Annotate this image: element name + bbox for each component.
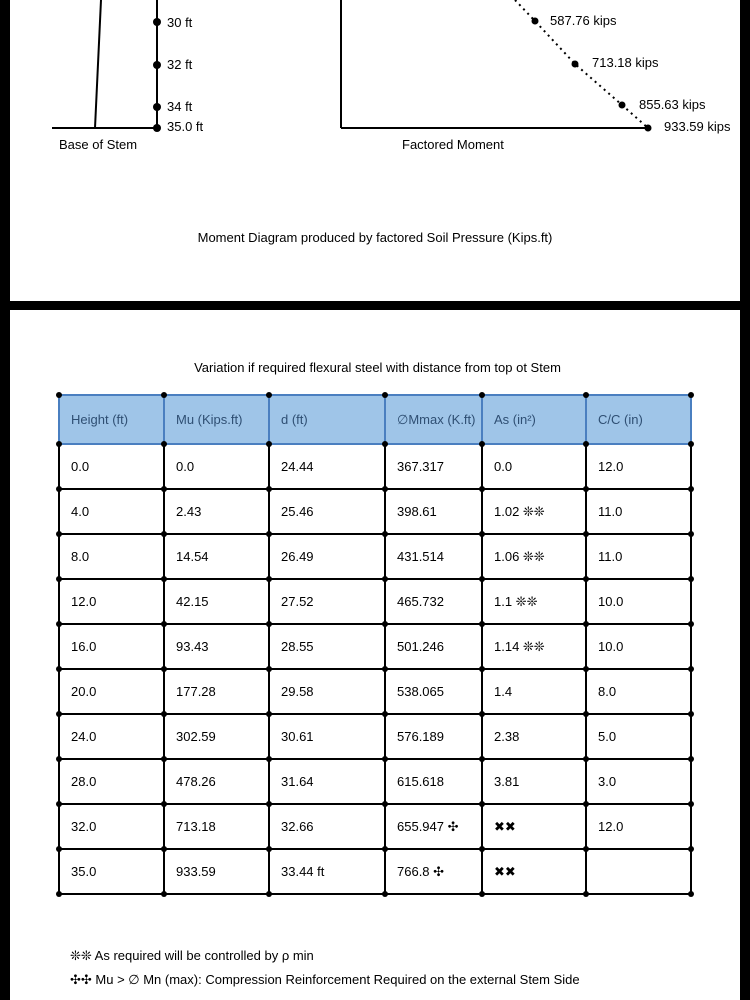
cell-mmax: 615.618 bbox=[385, 759, 482, 804]
grid-node bbox=[161, 531, 167, 537]
grid-node bbox=[266, 756, 272, 762]
cell-mu: 302.59 bbox=[164, 714, 269, 759]
table-row bbox=[59, 714, 691, 759]
grid-node bbox=[161, 801, 167, 807]
grid-node bbox=[479, 711, 485, 717]
grid-node bbox=[583, 441, 589, 447]
grid-node bbox=[688, 711, 694, 717]
grid-node bbox=[161, 576, 167, 582]
grid-node bbox=[688, 621, 694, 627]
moment-point bbox=[572, 61, 579, 68]
cell-cc: 11.0 bbox=[586, 534, 691, 579]
cell-height: 12.0 bbox=[59, 579, 164, 624]
header-mmax: ∅Mmax (K.ft) bbox=[385, 395, 482, 444]
stem-outer-edge bbox=[95, 0, 101, 128]
grid-node bbox=[382, 801, 388, 807]
cell-d: 28.55 bbox=[269, 624, 385, 669]
grid-node bbox=[583, 621, 589, 627]
grid-node bbox=[266, 621, 272, 627]
table-row bbox=[59, 489, 691, 534]
cell-height: 24.0 bbox=[59, 714, 164, 759]
grid-node bbox=[161, 756, 167, 762]
grid-node bbox=[583, 486, 589, 492]
grid-node bbox=[688, 531, 694, 537]
grid-node bbox=[161, 392, 167, 398]
table-panel bbox=[10, 310, 740, 1000]
grid-node bbox=[56, 392, 62, 398]
grid-node bbox=[688, 576, 694, 582]
table-row bbox=[59, 669, 691, 714]
cell-height: 35.0 bbox=[59, 849, 164, 894]
cell-d: 30.61 bbox=[269, 714, 385, 759]
grid-node bbox=[479, 666, 485, 672]
cell-as: 1.02 ❊❊ bbox=[482, 489, 586, 534]
height-label: 35.0 ft bbox=[167, 119, 204, 134]
grid-node bbox=[479, 441, 485, 447]
grid-node bbox=[161, 621, 167, 627]
cell-as: 1.4 bbox=[482, 669, 586, 714]
cell-d: 25.46 bbox=[269, 489, 385, 534]
cell-d: 26.49 bbox=[269, 534, 385, 579]
cell-height: 8.0 bbox=[59, 534, 164, 579]
cell-as: 1.14 ❊❊ bbox=[482, 624, 586, 669]
cell-height: 20.0 bbox=[59, 669, 164, 714]
cell-d: 31.64 bbox=[269, 759, 385, 804]
grid-node bbox=[266, 891, 272, 897]
table-row bbox=[59, 804, 691, 849]
cell-mu: 0.0 bbox=[164, 444, 269, 489]
table-row bbox=[59, 579, 691, 624]
cell-height: 32.0 bbox=[59, 804, 164, 849]
grid-node bbox=[266, 441, 272, 447]
cell-mmax: 538.065 bbox=[385, 669, 482, 714]
cell-cc: 12.0 bbox=[586, 444, 691, 489]
grid-node bbox=[479, 531, 485, 537]
factored-moment-label: Factored Moment bbox=[402, 137, 504, 152]
grid-node bbox=[161, 486, 167, 492]
grid-node bbox=[266, 711, 272, 717]
header-as: As (in²) bbox=[482, 395, 586, 444]
cell-cc: 10.0 bbox=[586, 579, 691, 624]
cell-height: 28.0 bbox=[59, 759, 164, 804]
grid-node bbox=[266, 801, 272, 807]
grid-node bbox=[382, 486, 388, 492]
grid-node bbox=[382, 621, 388, 627]
height-label: 34 ft bbox=[167, 99, 193, 114]
grid-node bbox=[266, 846, 272, 852]
cell-mu: 478.26 bbox=[164, 759, 269, 804]
grid-node bbox=[56, 621, 62, 627]
grid-node bbox=[583, 891, 589, 897]
cell-mu: 2.43 bbox=[164, 489, 269, 534]
grid-node bbox=[688, 756, 694, 762]
grid-node bbox=[382, 666, 388, 672]
header-cc: C/C (in) bbox=[586, 395, 691, 444]
grid-node bbox=[266, 576, 272, 582]
grid-node bbox=[479, 576, 485, 582]
grid-node bbox=[382, 846, 388, 852]
grid-node bbox=[382, 392, 388, 398]
cell-mmax: 655.947 ✣ bbox=[385, 804, 482, 849]
base-of-stem-label: Base of Stem bbox=[59, 137, 138, 152]
grid-node bbox=[583, 531, 589, 537]
cell-mmax: 465.732 bbox=[385, 579, 482, 624]
cell-mu: 713.18 bbox=[164, 804, 269, 849]
cell-mu: 42.15 bbox=[164, 579, 269, 624]
cell-as: 1.06 ❊❊ bbox=[482, 534, 586, 579]
grid-node bbox=[382, 441, 388, 447]
grid-node bbox=[583, 711, 589, 717]
table-title: Variation if required flexural steel with distance from top ot Stem bbox=[194, 360, 561, 375]
grid-node bbox=[161, 711, 167, 717]
table-header-row bbox=[59, 395, 691, 444]
grid-node bbox=[479, 486, 485, 492]
grid-node bbox=[56, 711, 62, 717]
cell-mu: 14.54 bbox=[164, 534, 269, 579]
cell-mmax: 367.317 bbox=[385, 444, 482, 489]
grid-node bbox=[479, 392, 485, 398]
cell-height: 0.0 bbox=[59, 444, 164, 489]
grid-node bbox=[161, 666, 167, 672]
grid-node bbox=[56, 846, 62, 852]
cell-as: 0.0 bbox=[482, 444, 586, 489]
moment-point bbox=[532, 18, 539, 25]
grid-node bbox=[382, 576, 388, 582]
grid-node bbox=[688, 801, 694, 807]
grid-node bbox=[266, 666, 272, 672]
grid-node bbox=[161, 441, 167, 447]
cell-mu: 177.28 bbox=[164, 669, 269, 714]
cell-as: 3.81 bbox=[482, 759, 586, 804]
height-label: 32 ft bbox=[167, 57, 193, 72]
grid-node bbox=[382, 711, 388, 717]
grid-node bbox=[56, 441, 62, 447]
moment-point bbox=[619, 102, 626, 109]
cell-as: 2.38 bbox=[482, 714, 586, 759]
note-rho-min: ❊❊ As required will be controlled by ρ min bbox=[70, 948, 314, 963]
grid-node bbox=[56, 486, 62, 492]
grid-node bbox=[56, 756, 62, 762]
header-mu: Mu (Kips.ft) bbox=[164, 395, 269, 444]
cell-mmax: 766.8 ✣ bbox=[385, 849, 482, 894]
grid-node bbox=[479, 891, 485, 897]
moment-point bbox=[645, 125, 652, 132]
table-row bbox=[59, 534, 691, 579]
moment-point-label: 713.18 kips bbox=[592, 55, 659, 70]
grid-node bbox=[479, 801, 485, 807]
table-row bbox=[59, 849, 691, 894]
cell-height: 4.0 bbox=[59, 489, 164, 534]
height-label: 30 ft bbox=[167, 15, 193, 30]
grid-node bbox=[56, 891, 62, 897]
grid-node bbox=[56, 666, 62, 672]
flexural-steel-table bbox=[58, 394, 692, 895]
cell-mu: 93.43 bbox=[164, 624, 269, 669]
grid-node bbox=[56, 576, 62, 582]
grid-node bbox=[583, 756, 589, 762]
grid-node bbox=[479, 621, 485, 627]
grid-node bbox=[583, 666, 589, 672]
cell-mmax: 576.189 bbox=[385, 714, 482, 759]
cell-d: 27.52 bbox=[269, 579, 385, 624]
table-row bbox=[59, 624, 691, 669]
header-d: d (ft) bbox=[269, 395, 385, 444]
diagram-panel bbox=[10, 0, 740, 301]
grid-node bbox=[266, 531, 272, 537]
moment-point-label: 933.59 kips bbox=[664, 119, 731, 134]
moment-point-label: 855.63 kips bbox=[639, 97, 706, 112]
grid-node bbox=[479, 756, 485, 762]
grid-node bbox=[688, 486, 694, 492]
cell-mmax: 431.514 bbox=[385, 534, 482, 579]
cell-height: 16.0 bbox=[59, 624, 164, 669]
grid-node bbox=[161, 846, 167, 852]
grid-node bbox=[583, 576, 589, 582]
cell-d: 24.44 bbox=[269, 444, 385, 489]
grid-node bbox=[688, 441, 694, 447]
cell-d: 32.66 bbox=[269, 804, 385, 849]
cell-d: 33.44 ft bbox=[269, 849, 385, 894]
cell-mmax: 501.246 bbox=[385, 624, 482, 669]
cell-as: 1.1 ❊❊ bbox=[482, 579, 586, 624]
header-height: Height (ft) bbox=[59, 395, 164, 444]
grid-node bbox=[583, 846, 589, 852]
height-marker bbox=[153, 61, 161, 69]
grid-node bbox=[688, 666, 694, 672]
height-marker bbox=[153, 124, 161, 132]
cell-as: ✖✖ bbox=[482, 804, 586, 849]
grid-node bbox=[583, 801, 589, 807]
cell-cc: 10.0 bbox=[586, 624, 691, 669]
grid-node bbox=[56, 801, 62, 807]
moment-point-label: 587.76 kips bbox=[550, 13, 617, 28]
cell-mu: 933.59 bbox=[164, 849, 269, 894]
grid-node bbox=[382, 756, 388, 762]
grid-node bbox=[479, 846, 485, 852]
moment-diagram-caption: Moment Diagram produced by factored Soil Pressure (Kips.ft) bbox=[197, 230, 553, 245]
cell-as: ✖✖ bbox=[482, 849, 586, 894]
table-row bbox=[59, 759, 691, 804]
grid-node bbox=[161, 891, 167, 897]
grid-node bbox=[382, 531, 388, 537]
height-marker bbox=[153, 103, 161, 111]
cell-cc: 11.0 bbox=[586, 489, 691, 534]
height-marker bbox=[153, 18, 161, 26]
cell-cc: 8.0 bbox=[586, 669, 691, 714]
cell-mmax: 398.61 bbox=[385, 489, 482, 534]
grid-node bbox=[688, 846, 694, 852]
grid-node bbox=[688, 891, 694, 897]
grid-node bbox=[382, 891, 388, 897]
grid-node bbox=[266, 392, 272, 398]
grid-node bbox=[56, 531, 62, 537]
cell-cc: 5.0 bbox=[586, 714, 691, 759]
cell-cc bbox=[586, 849, 691, 894]
cell-d: 29.58 bbox=[269, 669, 385, 714]
grid-node bbox=[266, 486, 272, 492]
grid-node bbox=[583, 392, 589, 398]
cell-cc: 12.0 bbox=[586, 804, 691, 849]
grid-node bbox=[688, 392, 694, 398]
note-compression-reinforcement: ✣✣ Mu > ∅ Mn (max): Compression Reinforcement Required on the external Stem Side bbox=[70, 972, 580, 987]
cell-cc: 3.0 bbox=[586, 759, 691, 804]
table-row bbox=[59, 444, 691, 489]
